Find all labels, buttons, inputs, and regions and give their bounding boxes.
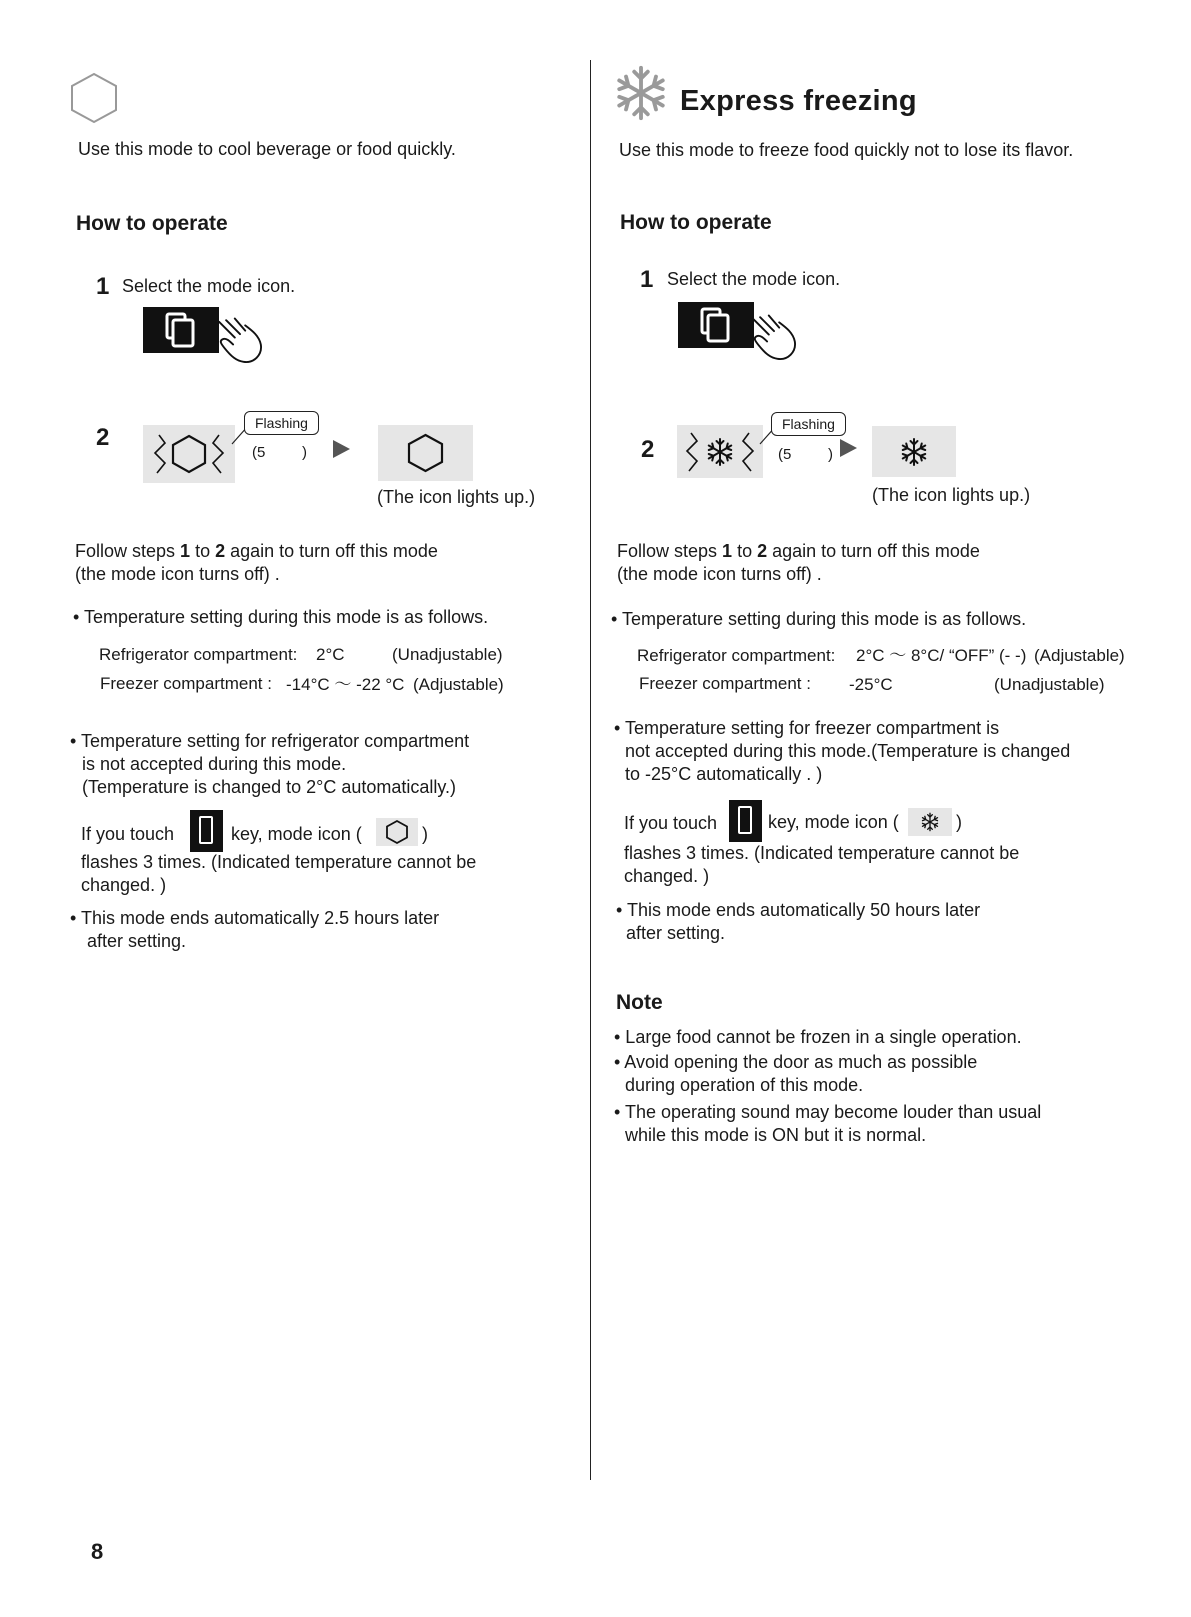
left-bullet2-l1: • Temperature setting for refrigerator compartment: [70, 731, 470, 751]
snowflake-icon: [920, 812, 940, 832]
right-flashing-icon-box: [677, 425, 763, 478]
left-bullet3-l1: • This mode ends automatically 2.5 hours later: [70, 908, 440, 928]
left-ref-note: (Unadjustable): [392, 645, 503, 664]
right-bullet2-l2: not accepted during this mode.(Temperature is changed: [625, 741, 1071, 761]
right-ref-note: (Adjustable): [1034, 646, 1125, 665]
right-frz-label: Freezer compartment :: [639, 674, 811, 693]
hand-pointer-icon: [748, 312, 800, 364]
left-ref-label: Refrigerator compartment:: [99, 645, 298, 664]
left-flashing-icon-box: [143, 425, 235, 483]
right-bullet3-l2: after setting.: [626, 923, 726, 943]
right-frz-note: (Unadjustable): [994, 675, 1105, 694]
left-ref-value: 2°C: [316, 645, 345, 664]
note-2-l1: • Avoid opening the door as much as possible: [614, 1052, 978, 1072]
right-touch-l2: flashes 3 times. (Indicated temperature cannot be: [624, 843, 1020, 863]
right-intro: Use this mode to freeze food quickly not to lose its flavor.: [619, 140, 1074, 160]
left-paren-close: ): [302, 444, 307, 461]
right-bullet1: • Temperature setting during this mode is as follows.: [611, 609, 1027, 629]
right-lit-icon-box: [872, 426, 956, 477]
right-touch-a: If you touch: [624, 813, 718, 833]
left-inline-icon-box: [376, 818, 418, 846]
mode-key-icon: [729, 800, 762, 842]
arrow-right-icon: [333, 440, 350, 458]
left-lit-icon-box: [378, 425, 473, 481]
left-touch-l3: changed. ): [81, 875, 167, 895]
hand-pointer-icon: [214, 315, 266, 367]
right-bullet3-l1: • This mode ends automatically 50 hours later: [616, 900, 981, 920]
right-ref-label: Refrigerator compartment:: [637, 646, 836, 665]
left-follow-line1: Follow steps 1 to 2 again to turn off this mode: [75, 541, 438, 561]
right-flashing-label: Flashing: [771, 412, 846, 436]
right-follow-line2: (the mode icon turns off) .: [617, 564, 822, 584]
left-how-title: How to operate: [76, 212, 228, 235]
left-bullet3-l2: after setting.: [87, 931, 187, 951]
left-frz-label: Freezer compartment :: [100, 674, 272, 693]
left-bullet1: • Temperature setting during this mode is as follows.: [73, 607, 489, 627]
note-3-l1: • The operating sound may become louder than usual: [614, 1102, 1042, 1122]
mode-key-icon: [190, 810, 223, 852]
column-divider: [590, 60, 591, 1480]
left-touch-a: If you touch: [81, 824, 175, 844]
right-paren-close: ): [828, 446, 833, 463]
left-lights-up: (The icon lights up.): [377, 487, 536, 507]
left-follow-line2: (the mode icon turns off) .: [75, 564, 280, 584]
note-3-l2: while this mode is ON but it is normal.: [625, 1125, 927, 1145]
right-follow-line1: Follow steps 1 to 2 again to turn off this mode: [617, 541, 980, 561]
mode-key-icon: [161, 310, 201, 350]
left-frz-value: -14°C ～ -22 °C: [286, 675, 405, 694]
left-mode-button[interactable]: [143, 307, 219, 353]
left-touch-l2: flashes 3 times. (Indicated temperature cannot be: [81, 852, 477, 872]
snowflake-icon: [899, 437, 929, 467]
right-bullet2-l1: • Temperature setting for freezer compartment is: [614, 718, 1000, 738]
right-touch-c: ): [956, 812, 962, 832]
right-how-title: How to operate: [620, 211, 772, 234]
page-number: 8: [91, 1539, 104, 1564]
right-inline-icon-box: [908, 808, 952, 836]
right-lights-up: (The icon lights up.): [872, 485, 1031, 505]
flash-marks: [677, 425, 763, 478]
left-paren-open: (5: [252, 444, 266, 461]
left-intro: Use this mode to cool beverage or food quickly.: [78, 139, 456, 159]
snowflake-icon: [612, 64, 670, 122]
right-mode-button[interactable]: [678, 302, 754, 348]
left-frz-note: (Adjustable): [413, 675, 504, 694]
left-touch-c: ): [422, 824, 428, 844]
left-bullet2-l2: is not accepted during this mode.: [82, 754, 347, 774]
left-touch-b: key, mode icon (: [231, 824, 362, 844]
hexagon-icon: [70, 72, 118, 124]
note-title: Note: [616, 991, 663, 1014]
right-step2-num: 2: [641, 436, 655, 463]
arrow-right-icon: [840, 439, 857, 457]
left-step1-text: Select the mode icon.: [122, 276, 296, 296]
right-touch-b: key, mode icon (: [768, 812, 899, 832]
right-bullet2-l3: to -25°C automatically . ): [625, 764, 823, 784]
hexagon-icon: [143, 425, 235, 483]
left-step2-num: 2: [96, 424, 110, 451]
mode-key-icon: [696, 305, 736, 345]
hexagon-icon: [378, 425, 473, 481]
express-freezing-title: Express freezing: [680, 85, 917, 117]
note-1: • Large food cannot be frozen in a single operation.: [614, 1027, 1022, 1047]
left-bullet2-l3: (Temperature is changed to 2°C automatically.): [82, 777, 457, 797]
right-paren-open: (5: [778, 446, 792, 463]
note-2-l2: during operation of this mode.: [625, 1075, 864, 1095]
right-step1-text: Select the mode icon.: [667, 269, 841, 289]
right-frz-value: -25°C: [849, 675, 893, 694]
right-touch-l3: changed. ): [624, 866, 710, 886]
right-ref-value: 2°C ～ 8°C/ “OFF” (- -): [856, 646, 1027, 665]
left-flashing-label: Flashing: [244, 411, 319, 435]
left-step1-num: 1: [96, 273, 110, 300]
hexagon-icon: [376, 818, 418, 846]
right-step1-num: 1: [640, 266, 654, 293]
